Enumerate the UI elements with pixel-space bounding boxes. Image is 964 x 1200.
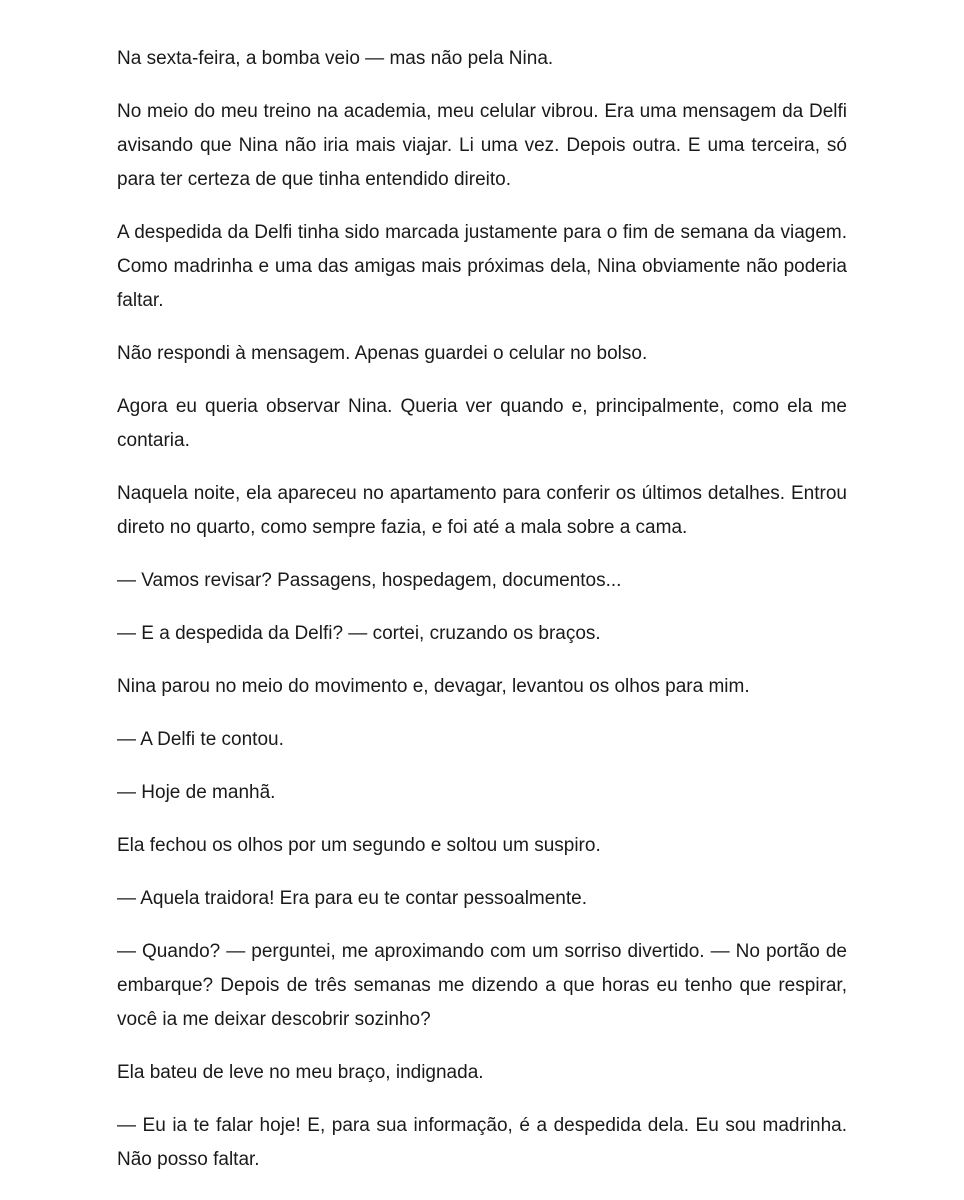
paragraph-14: — Quando? — perguntei, me aproximando com um sorriso divertido. — No portão de embarque? Depois de três semanas me dizendo a que horas eu tenho que respirar, você ia me deixar descobrir sozinho?: [117, 941, 847, 1030]
paragraph-15: Ela bateu de leve no meu braço, indignada.: [117, 1062, 484, 1083]
paragraph-3: A despedida da Delfi tinha sido marcada justamente para o fim de semana da viagem. Como madrinha e uma das amigas mais próximas dela, Nina obviamente não poderia faltar.: [117, 222, 847, 311]
paragraph-5: Agora eu queria observar Nina. Queria ver quando e, principalmente, como ela me contaria.: [117, 396, 847, 451]
document-page: [117, 42, 847, 1196]
paragraph-11: — Hoje de manhã.: [117, 782, 276, 803]
paragraph-10: — A Delfi te contou.: [117, 729, 284, 750]
paragraph-4: Não respondi à mensagem. Apenas guardei o celular no bolso.: [117, 343, 648, 364]
paragraph-2: No meio do meu treino na academia, meu celular vibrou. Era uma mensagem da Delfi avisando que Nina não iria mais viajar. Li uma vez. Depois outra. E uma terceira, só para ter certeza de que tinha entendido direito.: [117, 101, 847, 190]
paragraph-7: — Vamos revisar? Passagens, hospedagem, documentos...: [117, 570, 622, 591]
paragraph-16: — Eu ia te falar hoje! E, para sua informação, é a despedida dela. Eu sou madrinha. Não posso faltar.: [117, 1115, 847, 1170]
paragraph-13: — Aquela traidora! Era para eu te contar pessoalmente.: [117, 888, 587, 909]
paragraph-12: Ela fechou os olhos por um segundo e soltou um suspiro.: [117, 835, 601, 856]
paragraph-1: Na sexta-feira, a bomba veio — mas não pela Nina.: [117, 48, 554, 69]
paragraph-9: Nina parou no meio do movimento e, devagar, levantou os olhos para mim.: [117, 676, 750, 697]
paragraph-8: — E a despedida da Delfi? — cortei, cruzando os braços.: [117, 623, 601, 644]
paragraph-6: Naquela noite, ela apareceu no apartamento para conferir os últimos detalhes. Entrou direto no quarto, como sempre fazia, e foi até a mala sobre a cama.: [117, 483, 847, 538]
